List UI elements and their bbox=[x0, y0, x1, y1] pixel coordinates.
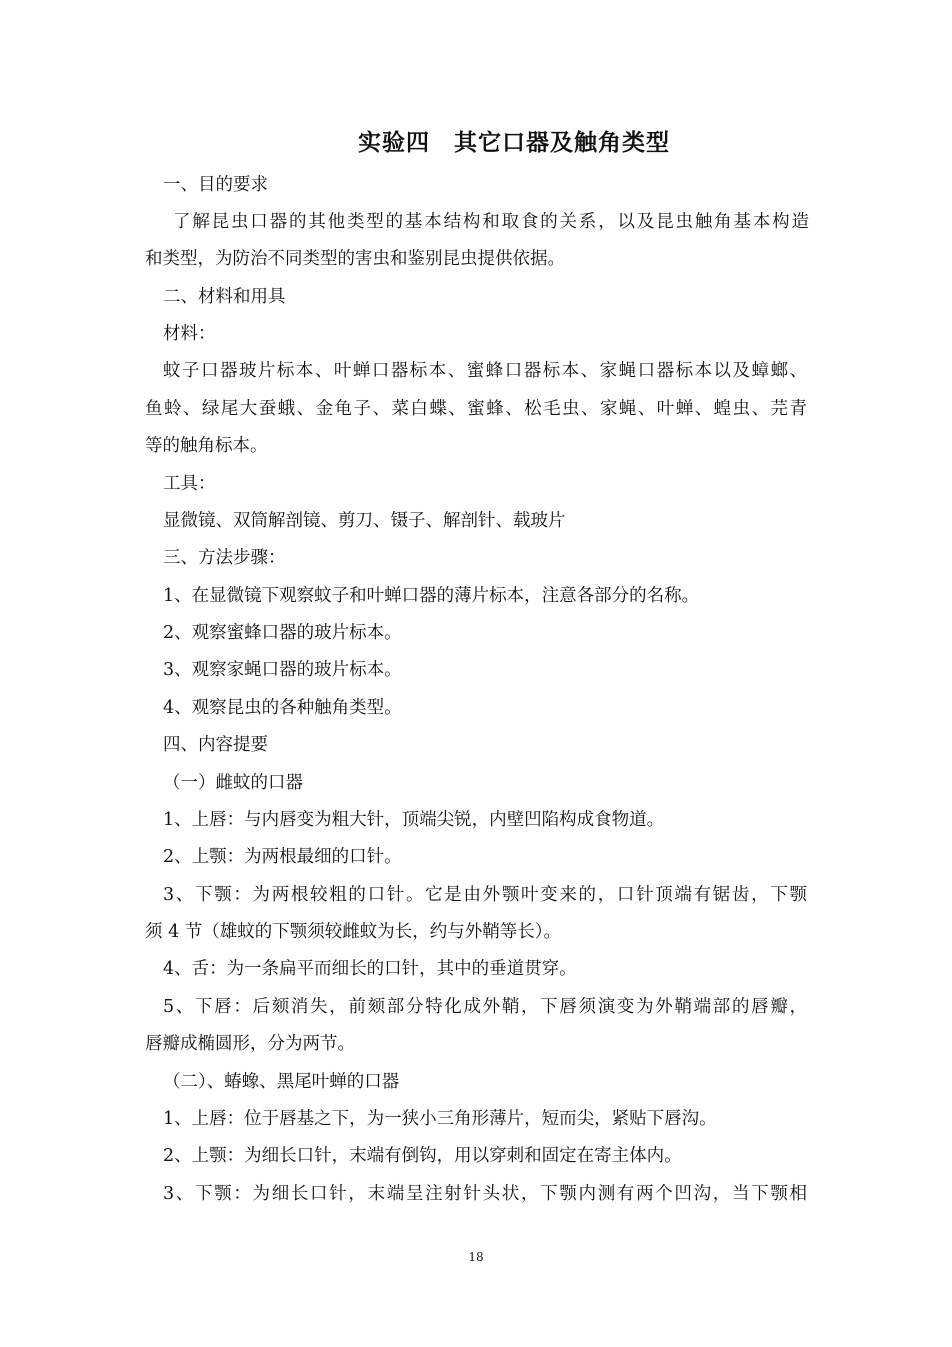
paragraph-line: 鱼蛉、绿尾大蚕蛾、金龟子、菜白蝶、蜜蜂、松毛虫、家蝇、叶蝉、蝗虫、芫青 bbox=[145, 399, 807, 419]
list-item: 2、观察蜜蜂口器的玻片标本。 bbox=[163, 623, 402, 643]
list-item: 2、上颚：为两根最细的口针。 bbox=[163, 847, 402, 867]
list-item: 1、上唇：与内唇变为粗大针，顶端尖锐，内壁凹陷构成食物道。 bbox=[163, 810, 665, 830]
section-heading-methods: 三、方法步骤： bbox=[163, 548, 286, 568]
paragraph-line: 须 4 节（雄蚊的下颚须较雌蚊为长，约与外鞘等长）。 bbox=[145, 922, 562, 942]
subheading-tools: 工具： bbox=[163, 474, 216, 494]
paragraph-line: 和类型，为防治不同类型的害虫和鉴别昆虫提供依据。 bbox=[145, 249, 565, 269]
paragraph-line: 蚊子口器玻片标本、叶蝉口器标本、蜜蜂口器标本、家蝇口器标本以及蟑螂、 bbox=[163, 361, 807, 381]
section-heading-content: 四、内容提要 bbox=[163, 735, 268, 755]
section-heading-objectives: 一、目的要求 bbox=[163, 175, 268, 195]
subsection-heading: （一）雌蚊的口器 bbox=[163, 773, 303, 793]
section-heading-materials: 二、材料和用具 bbox=[163, 287, 286, 307]
subheading-materials: 材料： bbox=[163, 324, 216, 344]
list-item: 4、观察昆虫的各种触角类型。 bbox=[163, 698, 402, 718]
list-item: 1、在显微镜下观察蚊子和叶蝉口器的薄片标本，注意各部分的名称。 bbox=[163, 586, 700, 606]
list-item: 2、上颚：为细长口针，末端有倒钩，用以穿刺和固定在寄主体内。 bbox=[163, 1146, 682, 1166]
list-item: 4、舌：为一条扁平而细长的口针，其中的垂道贯穿。 bbox=[163, 959, 577, 979]
subsection-heading: （二）、蝽蟓、黑尾叶蝉的口器 bbox=[163, 1072, 400, 1092]
list-item: 3、下颚：为两根较粗的口针。它是由外颚叶变来的，口针顶端有锯齿，下颚 bbox=[163, 885, 807, 905]
page-title: 实验四 其它口器及触角类型 bbox=[358, 129, 670, 156]
paragraph-line: 唇瓣成椭圆形，分为两节。 bbox=[145, 1034, 355, 1054]
page-number: 18 bbox=[468, 1250, 484, 1264]
paragraph-line: 等的触角标本。 bbox=[145, 436, 268, 456]
list-item: 1、上唇：位于唇基之下，为一狭小三角形薄片，短而尖，紧贴下唇沟。 bbox=[163, 1109, 717, 1129]
list-item: 5、下唇：后颏消失，前颏部分特化成外鞘，下唇须演变为外鞘端部的唇瓣， bbox=[163, 997, 807, 1017]
list-item: 3、观察家蝇口器的玻片标本。 bbox=[163, 660, 402, 680]
list-item: 3、下颚：为细长口针，末端呈注射针头状，下颚内测有两个凹沟，当下颚相 bbox=[163, 1184, 807, 1204]
paragraph-line: 了解昆虫口器的其他类型的基本结构和取食的关系，以及昆虫触角基本构造 bbox=[173, 212, 809, 232]
paragraph-line: 显微镜、双筒解剖镜、剪刀、镊子、解剖针、载玻片 bbox=[163, 511, 566, 531]
